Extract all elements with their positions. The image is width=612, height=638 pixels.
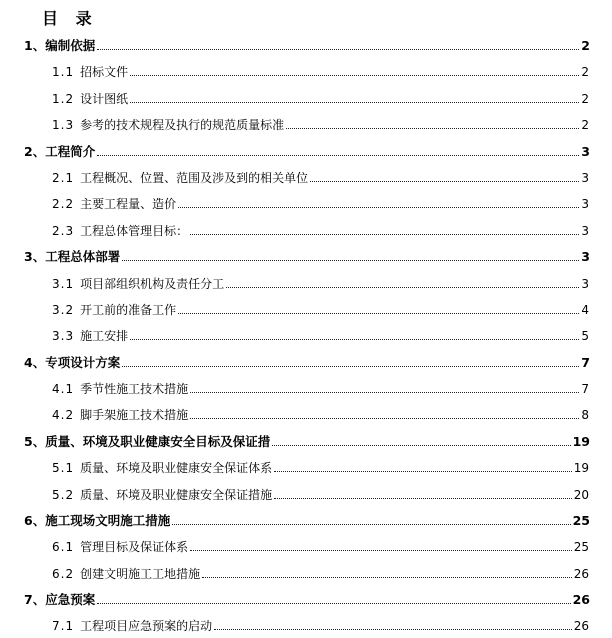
toc-page-number: 3 [581, 171, 589, 185]
toc-page-number: 2 [581, 92, 589, 106]
toc-entry-text: 开工前的准备工作 [80, 303, 177, 317]
toc-page-number: 5 [581, 329, 589, 343]
toc-entry-chapter[interactable] [24, 36, 590, 54]
dot-leader [286, 128, 579, 129]
toc-entry-chapter[interactable] [24, 353, 590, 371]
toc-entry-label [52, 196, 176, 212]
toc-page-number: 7 [581, 355, 590, 370]
dot-leader [97, 49, 579, 50]
toc-entry-label [52, 460, 272, 476]
toc-page-number: 26 [573, 619, 589, 633]
toc-entry-section[interactable] [52, 616, 589, 634]
toc-entry-label [52, 64, 128, 80]
toc-entry-number: 2.1 [52, 171, 75, 185]
toc-page-number: 8 [581, 408, 589, 422]
toc-entry-label [52, 276, 224, 292]
dot-leader [274, 498, 572, 499]
toc-page-number: 20 [573, 488, 589, 502]
toc-entry-number: 5.1 [52, 461, 75, 475]
toc-entry-text: 招标文件 [80, 65, 129, 79]
toc-entry-chapter[interactable] [24, 432, 590, 450]
toc-entry-label [52, 381, 188, 397]
toc-entry-number: 2.2 [52, 197, 75, 211]
dot-leader [97, 603, 570, 604]
toc-page-number: 4 [581, 303, 589, 317]
toc-entry-text: 季节性施工技术措施 [80, 382, 189, 396]
toc-entry-number: 4.2 [52, 408, 75, 422]
toc-page-number: 2 [581, 38, 590, 53]
toc-entry-section[interactable] [52, 564, 589, 582]
toc-entry-number: 6.2 [52, 567, 75, 581]
dot-leader [214, 629, 572, 630]
toc-entry-number: 3.1 [52, 277, 75, 291]
toc-page-number: 7 [581, 382, 589, 396]
toc-entry-text: 施工安排 [80, 329, 129, 343]
toc-entry-number: 4.1 [52, 382, 75, 396]
toc-entry-section[interactable] [52, 168, 589, 186]
toc-entry-section[interactable] [52, 379, 589, 397]
toc-entry-text: 质量、环境及职业健康安全保证体系 [80, 461, 273, 475]
toc-entry-number: 1.1 [52, 65, 75, 79]
toc-entry-text: 工程总体管理目标： [80, 224, 189, 238]
dot-leader [97, 155, 579, 156]
toc-page-number: 26 [572, 592, 590, 607]
dot-leader [130, 339, 579, 340]
dot-leader [122, 366, 579, 367]
toc-entry-label: 1、编制依据 [24, 38, 96, 53]
toc-entry-label: 4、专项设计方案 [24, 355, 121, 370]
toc-entry-text: 设计图纸 [80, 92, 129, 106]
dot-leader [130, 102, 579, 103]
toc-page-number: 3 [581, 277, 589, 291]
toc-entry-number: 3.2 [52, 303, 75, 317]
toc-entry-section[interactable] [52, 537, 589, 555]
toc-entry-section[interactable] [52, 194, 589, 212]
toc-entry-label [52, 407, 188, 423]
dot-leader [190, 550, 572, 551]
toc-entry-section[interactable] [52, 221, 589, 239]
dot-leader [272, 445, 570, 446]
toc-entry-section[interactable] [52, 274, 589, 292]
toc-entry-number: 6.1 [52, 540, 75, 554]
toc-entry-text: 脚手架施工技术措施 [80, 408, 189, 422]
toc-entry-label [52, 170, 308, 186]
dot-leader [172, 524, 570, 525]
toc-entry-chapter[interactable] [24, 142, 590, 160]
toc-page-number: 25 [573, 540, 589, 554]
toc-title: 目 录 [42, 9, 98, 28]
toc-entry-label [52, 618, 212, 634]
toc-entry-number: 1.3 [52, 118, 75, 132]
toc-entry-section[interactable] [52, 326, 589, 344]
toc-page-number: 19 [572, 434, 590, 449]
dot-leader [190, 234, 579, 235]
toc-entry-number: 1.2 [52, 92, 75, 106]
toc-entry-number: 2.3 [52, 224, 75, 238]
toc-entry-label [52, 487, 272, 503]
toc-entry-text: 管理目标及保证体系 [80, 540, 189, 554]
toc-entry-label [52, 302, 176, 318]
toc-page-number: 26 [573, 567, 589, 581]
toc-entry-section[interactable] [52, 485, 589, 503]
toc-entry-text: 项目部组织机构及责任分工 [80, 277, 225, 291]
toc-entry-label [52, 328, 128, 344]
toc-entry-number: 7.1 [52, 619, 75, 633]
toc-entry-text: 创建文明施工工地措施 [80, 567, 201, 581]
toc-entry-label [52, 566, 200, 582]
dot-leader [274, 471, 572, 472]
toc-entry-label: 7、应急预案 [24, 592, 96, 607]
toc-entry-text: 主要工程量、造价 [80, 197, 177, 211]
toc-page-number: 3 [581, 224, 589, 238]
toc-entry-section[interactable] [52, 458, 589, 476]
dot-leader [226, 287, 579, 288]
toc-page-number: 25 [572, 513, 590, 528]
dot-leader [130, 75, 579, 76]
toc-entry-section[interactable] [52, 405, 589, 423]
toc-entry-label: 6、施工现场文明施工措施 [24, 513, 171, 528]
dot-leader [178, 207, 579, 208]
toc-page-number: 2 [581, 65, 589, 79]
toc-entry-number: 5.2 [52, 488, 75, 502]
toc-entry-label [52, 91, 128, 107]
dot-leader [190, 392, 579, 393]
toc-entry-section[interactable] [52, 300, 589, 318]
toc-entry-section[interactable] [52, 89, 589, 107]
toc-page-number: 3 [581, 197, 589, 211]
dot-leader [178, 313, 579, 314]
dot-leader [122, 260, 579, 261]
toc-entry-section[interactable] [52, 115, 589, 133]
dot-leader [202, 577, 572, 578]
toc-entry-number: 3.3 [52, 329, 75, 343]
toc-entry-chapter[interactable] [24, 590, 590, 608]
toc-page-number: 3 [581, 249, 590, 264]
toc-entry-label [52, 539, 188, 555]
toc-page-number: 2 [581, 118, 589, 132]
toc-entry-label [52, 223, 188, 239]
toc-entry-chapter[interactable] [24, 247, 590, 265]
dot-leader [310, 181, 579, 182]
toc-entry-text: 质量、环境及职业健康安全保证措施 [80, 488, 273, 502]
toc-entry-text: 参考的技术规程及执行的规范质量标准 [80, 118, 285, 132]
toc-entry-text: 工程项目应急预案的启动 [80, 619, 213, 633]
toc-entry-label: 3、工程总体部署 [24, 249, 121, 264]
toc-entry-text: 工程概况、位置、范围及涉及到的相关单位 [80, 171, 309, 185]
toc-entry-label: 2、工程简介 [24, 144, 96, 159]
dot-leader [190, 418, 579, 419]
toc-entry-label [52, 117, 284, 133]
toc-entry-label: 5、质量、环境及职业健康安全目标及保证措 [24, 434, 271, 449]
toc-page-number: 19 [573, 461, 589, 475]
toc-entry-section[interactable] [52, 62, 589, 80]
toc-entry-chapter[interactable] [24, 511, 590, 529]
toc-page-number: 3 [581, 144, 590, 159]
